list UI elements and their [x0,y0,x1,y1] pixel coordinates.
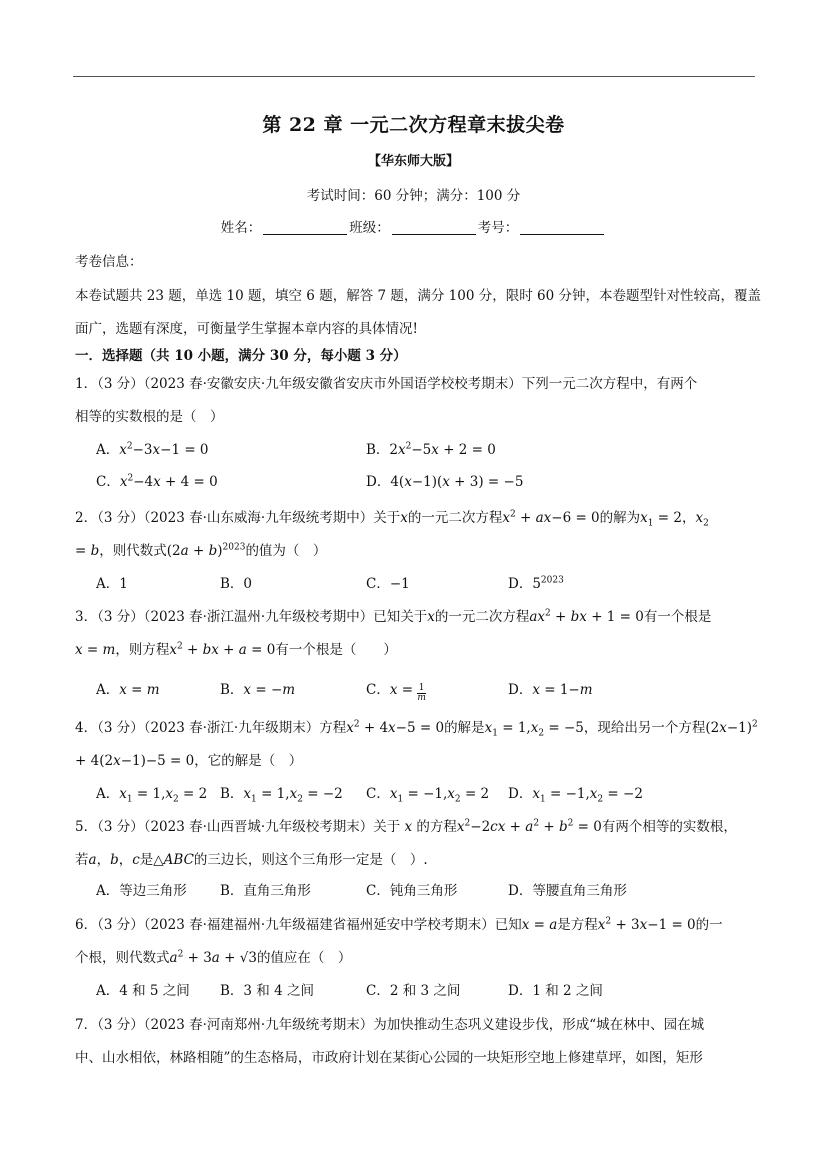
q3-a-label: A． [96,682,120,698]
student-info-line [0,216,827,236]
q5-stem-line-2: 若a，b，c是△ABC的三边长，则这个三角形一定是（ ）. [75,852,428,868]
q3-option-b[interactable]: B．x = −m [220,682,296,698]
q5-option-a[interactable]: A．等边三角形 [96,883,187,899]
q2-option-b[interactable]: B．0 [220,576,253,592]
q5-mid2: 有两个相等的实数根， [601,819,737,835]
q3-option-a[interactable]: A．x = m [96,682,160,698]
q4-stem-line-1: 4．（3 分）（2023 春·浙江·九年级期末）方程$x^2 + 4x-5 = 0$的解是$x_1 = 1,x_2 = -5$，现给出另一个方程$(2x-1)^2$ [75,719,758,739]
q6-option-b[interactable]: B．3 和 4 之间 [220,983,314,999]
q5-option-d[interactable]: D．等腰直角三角形 [508,883,627,899]
q3-mid2: 有一个根是 [643,609,712,625]
q2-c-label: C． [366,576,390,592]
q1-option-c[interactable]: C．$x^2-4x + 4 = 0$ [96,473,218,490]
q3-mid1: 的一元二次方程 [434,609,530,625]
publisher-tag: 【华东师大版】 [367,154,459,169]
q2-line2-post: 的值为（ ） [245,543,327,559]
q2-option-d[interactable]: D．$5^{2023}$ [508,575,564,592]
intro-heading: 考卷信息： [75,254,143,270]
q4-d-label: D． [508,786,533,802]
q2-option-c[interactable]: C．−1 [366,576,410,592]
q2-d-label: D． [508,576,533,592]
q4-mid2: ，现给出另一个方程 [583,720,706,736]
class-blank[interactable] [392,219,476,235]
q6-mid1: 是方程 [557,917,598,933]
q2-mid1: 的一元二次方程 [407,510,503,526]
q3-c-label: C． [366,682,390,698]
q4-option-d[interactable]: D．$x_1 = -1,x_2 = -2$ [508,786,643,805]
q3-stem-line-1: 3．（3 分）（2023 春·浙江温州·九年级校考期中）已知关于x的一元二次方程$ax^2$ + bx + 1 = 0有一个根是 [75,608,712,625]
q6-stem-line-1: 6．（3 分）（2023 春·福建福州·九年级福建省福州延安中学校考期末）已知x = a是方程$x^2 + 3x-1 = 0$的一 [75,916,723,933]
q1-option-a[interactable]: A．$x^2-3x-1 = 0$ [96,441,209,458]
q4-stem-line-2: + 4(2x−1)−5 = 0，它的解是（ ） [75,753,303,769]
q4-option-c[interactable]: C．$x_1 = -1,x_2 = 2$ [366,786,490,805]
q1-c-label: C． [96,474,120,490]
class-label: 班级： [349,220,390,236]
q5-line2-post: 的三边长，则这个三角形一定是（ ）. [193,852,428,868]
q7-stem-line-2: 中、山水相依，林路相随”的生态格局，市政府计划在某街心公园的一块矩形空地上修建草坪，如图，矩形 [75,1050,703,1066]
q4-option-a[interactable]: A．$x_1 = 1,x_2 = 2$ [96,786,208,805]
q6-line2-pre: 个根，则代数式 [75,950,170,966]
q3-line2-post: 有一个根是（ ） [275,642,397,658]
q5-line2-pre: 若 [75,852,89,868]
q6-stem-line-2: 个根，则代数式$a^2 + 3a + √3$的值应在（ ） [75,949,352,966]
q1-option-d[interactable]: D．4(x−1)(x + 3) = −5 [366,474,524,490]
q6-line2-post: 的值应在（ ） [256,950,352,966]
q1-option-b[interactable]: B．$2x^2-5x + 2 = 0$ [366,441,496,458]
q4-option-b[interactable]: B．$x_1 = 1,x_2 = -2$ [220,786,343,805]
q2-stem-line-2: = b，则代数式$(2a + b)^{2023}$的值为（ ） [75,542,327,559]
number-blank[interactable] [520,219,604,235]
number-label: 考号： [477,220,519,236]
q2-prefix: 2．（3 分）（2023 春·山东威海·九年级统考期中）关于 [75,510,401,526]
q7-stem-line-1: 7．（3 分）（2023 春·河南郑州·九年级统考期末）为加快推动生态巩义建设步伐，形成“城在林中、园在城 [75,1017,705,1033]
q3-d-label: D． [508,682,533,698]
q5-option-b[interactable]: B．直角三角形 [220,883,311,899]
section-heading: 一．选择题（共 10 小题，满分 30 分，每小题 3 分） [75,348,407,364]
exam-time: 考试时间：60 分钟；满分：100 分 [306,188,521,204]
q1-b-label: B． [366,442,390,458]
q3-option-c[interactable]: C．x = $\frac{1}{m}$ [366,682,426,703]
q1-d-label: D． [366,474,391,490]
q2-line2-pre: ，则代数式 [99,543,167,559]
header-rule [73,76,755,77]
name-label: 姓名： [220,220,262,236]
q2-option-a[interactable]: A．1 [96,576,128,592]
q4-c-label: C． [366,786,390,802]
q4-mid1: 的解是 [444,720,485,736]
q4-a-label: A． [96,786,120,802]
q5-option-c[interactable]: C．钝角三角形 [366,883,458,899]
q5-line2-mid: 是 [139,852,154,868]
q3-line2-mid: ，则方程 [115,642,170,658]
q4-b-label: B． [220,786,244,802]
q1-stem-line-1: 1．（3 分）（2023 春·安徽安庆·九年级安徽省安庆市外国语学校校考期末）下列一元二次方程中，有两个 [75,376,698,392]
q1-stem-line-2: 相等的实数根的是（ ） [75,409,224,425]
fraction-one-over-m: $\frac{1}{m}$ [417,683,426,703]
q4-prefix: 4．（3 分）（2023 春·浙江·九年级期末）方程 [75,720,347,736]
q3-b-label: B． [220,682,244,698]
intro-line-1: 本卷试题共 23 题，单选 10 题，填空 6 题，解答 7 题，满分 100 分，限时 60 分钟，本卷题型针对性较高，覆盖 [75,288,761,304]
q5-stem-line-1: 5．（3 分）（2023 春·山西晋城·九年级校考期末）关于 x 的方程$x^2-2cx + a^2 + b^2 = 0$有两个相等的实数根， [75,818,737,835]
intro-line-2: 面广，选题有深度，可衡量学生掌握本章内容的具体情况! [75,321,418,337]
q3-stem-line-2: x = m，则方程$x^2$ + bx + a = 0有一个根是（ ） [75,641,397,658]
q2-mid2: 的解为 [599,510,641,526]
q6-mid2: 的一 [695,917,723,933]
q4-line2-post: ，它的解是（ ） [194,753,303,769]
page-title: 第 22 章 一元二次方程章末拔尖卷 [262,114,565,136]
q6-option-d[interactable]: D．1 和 2 之间 [508,983,603,999]
q3-option-d[interactable]: D．x = 1−m [508,682,593,698]
q2-stem-line-1: 2．（3 分）（2023 春·山东威海·九年级统考期中）关于x的一元二次方程$x^2 + ax-6 = 0$的解为$x_1 = 2$，$x_2$ [75,509,709,529]
q3-prefix: 3．（3 分）（2023 春·浙江温州·九年级校考期中）已知关于 [75,609,428,625]
q5-prefix: 5．（3 分）（2023 春·山西晋城·九年级校考期末）关于 [75,819,401,835]
q5-mid1: 的方程 [416,819,457,835]
q6-option-c[interactable]: C．2 和 3 之间 [366,983,461,999]
q6-prefix: 6．（3 分）（2023 春·福建福州·九年级福建省福州延安中学校考期末）已知 [75,917,522,933]
q6-option-a[interactable]: A．4 和 5 之间 [96,983,190,999]
q1-a-label: A． [96,442,120,458]
name-blank[interactable] [263,219,347,235]
